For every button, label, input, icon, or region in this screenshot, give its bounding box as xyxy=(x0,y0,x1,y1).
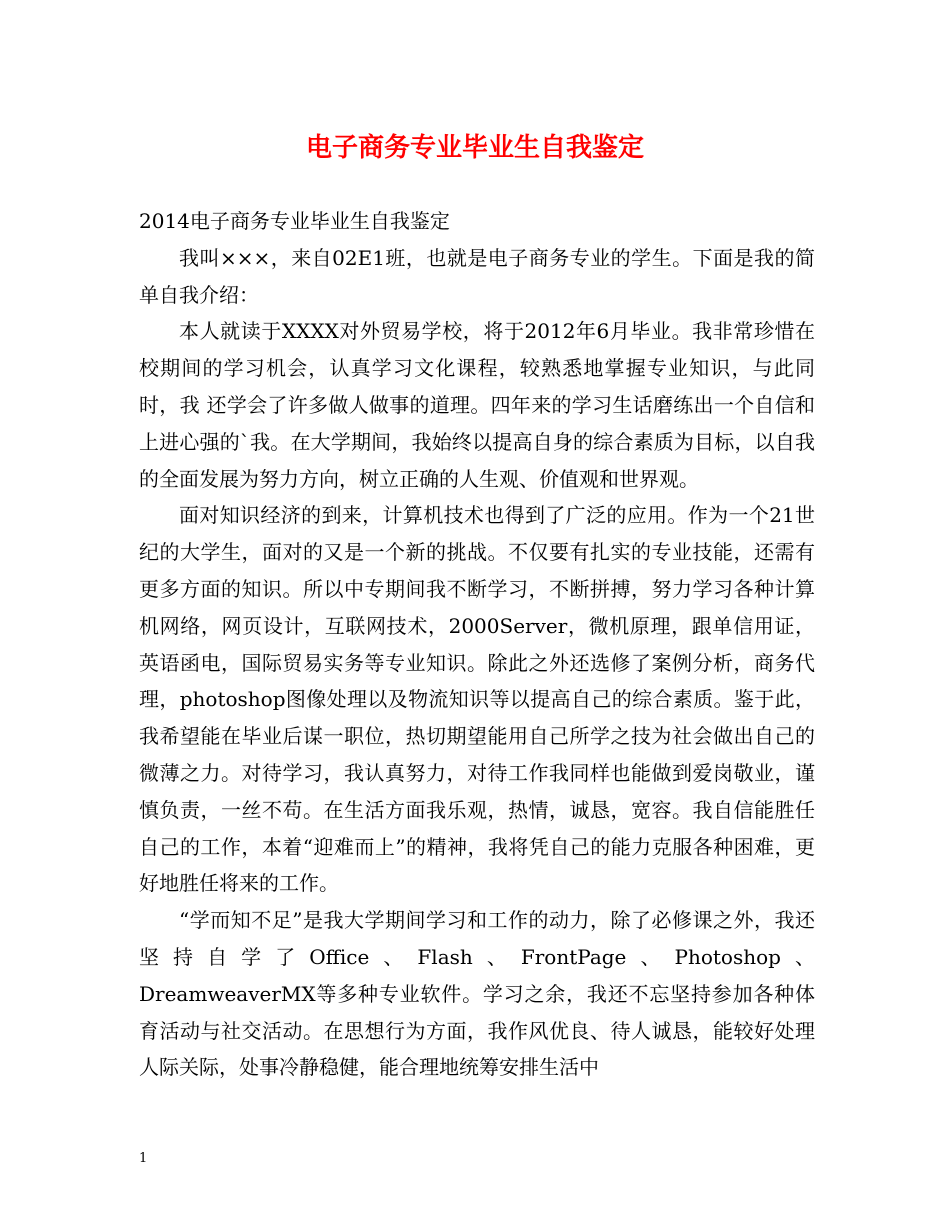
document-body xyxy=(139,203,815,1086)
page-number: 1 xyxy=(139,1151,148,1166)
document-title: 电子商务专业毕业生自我鉴定 xyxy=(305,133,644,163)
document-subtitle: 2014电子商务专业毕业生自我鉴定 xyxy=(139,209,450,233)
paragraph-introduction: 我叫×××，来自02E1班，也就是电子商务专业的学生。下面是我的简单自我介绍： xyxy=(139,245,815,307)
paragraph-knowledge: 面对知识经济的到来，计算机技术也得到了广泛的应用。作为一个21世纪的大学生，面对的又是一个新的挑战。不仅要有扎实的专业技能，还需有更多方面的知识。所以中专期间我不断学习，不断拼搏，努力学习各种计算机网络，网页设计，互联网技术，2000Server，微机原理，跟单信用证，英语函电，国际贸易实务等专业知识。除此之外还选修了案例分析，商务代理，photoshop图像处理以及物流知识等以提高自己的综合素质。鉴于此，我希望能在毕业后谋一职位，热切期望能用自己所学之技为社会做出自己的微薄之力。对待学习，我认真努力，对待工作我同样也能做到爱岗敬业，谨慎负责，一丝不苟。在生活方面我乐观，热情，诚恳，宽容。我自信能胜任自己的工作，本着“迎难而上”的精神，我将凭自己的能力克服各种困难，更好地胜任将来的工作。 xyxy=(139,503,815,896)
paragraph-school: 本人就读于XXXX对外贸易学校，将于2012年6月毕业。我非常珍惜在校期间的学习机会，认真学习文化课程，较熟悉地掌握专业知识，与此同时，我 还学会了许多做人做事的道理。四年来的学习生话磨练出一个自信和上进心强的`我。在大学期间，我始终以提高自身的综合素质为目标，以自我的全面发展为努力方向，树立正确的人生观、价值观和世界观。 xyxy=(139,319,815,491)
paragraph-self-study: “学而知不足”是我大学期间学习和工作的动力，除了必修课之外，我还坚持自学了Office、Flash、FrontPage、Photoshop、DreamweaverMX等多种专业软件。学习之余，我还不忘坚持参加各种体育活动与社交活动。在思想行为方面，我作风优良、待人诚恳，能较好处理人际关际，处事冷静稳健，能合理地统筹安排生活中 xyxy=(139,908,815,1080)
